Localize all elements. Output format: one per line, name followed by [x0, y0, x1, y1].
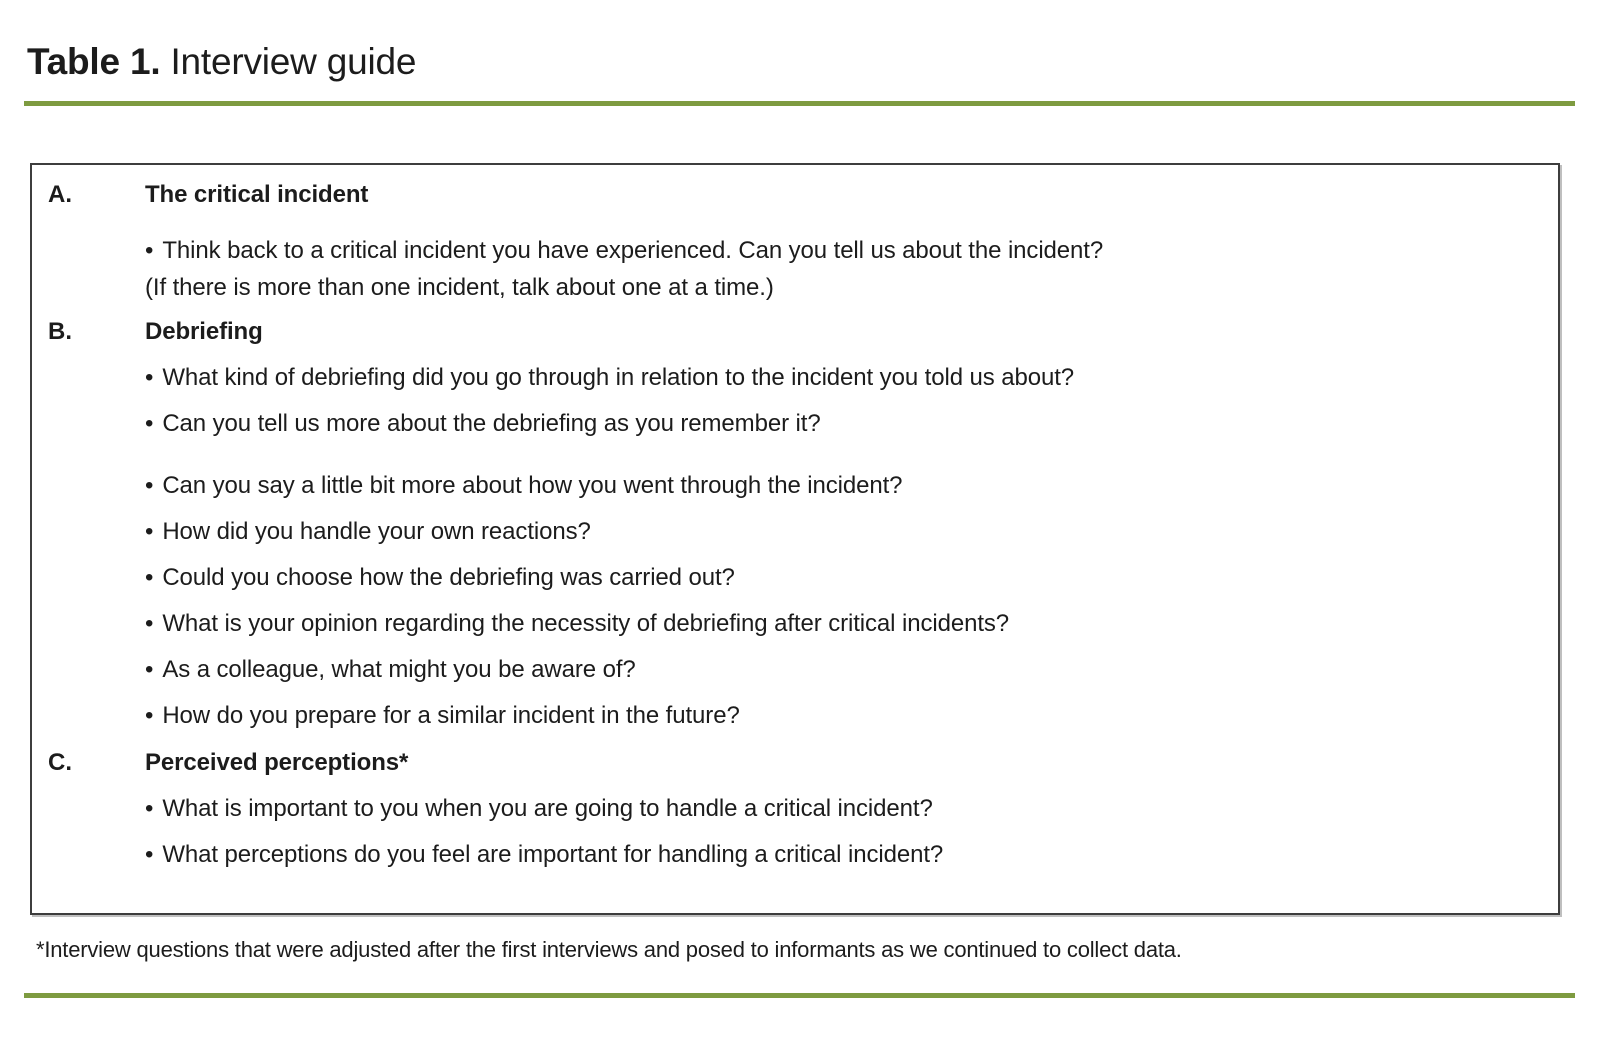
bullet-marker: •: [145, 610, 154, 637]
bullet-marker: •: [145, 518, 154, 545]
question-text: How did you handle your own reactions?: [162, 518, 591, 545]
question-text: Can you say a little bit more about how you went through the incident?: [162, 472, 903, 499]
question-item: [145, 652, 1538, 688]
question-item: [145, 514, 1538, 550]
question-text: Could you choose how the debriefing was carried out?: [162, 564, 735, 591]
section-c-content: [145, 745, 1538, 873]
table-caption-number: Table 1.: [27, 41, 161, 82]
table-caption-title: Interview guide: [170, 41, 417, 82]
section-a: [48, 177, 1538, 306]
bullet-marker: •: [145, 841, 154, 868]
section-b-heading: Debriefing: [145, 318, 263, 345]
section-a-label: A.: [48, 181, 72, 208]
question-item: [145, 468, 1538, 504]
table-caption: [27, 40, 416, 84]
question-note: (If there is more than one incident, talk about one at a time.): [145, 274, 774, 301]
question-text: Think back to a critical incident you have experienced. Can you tell us about the incident?: [162, 237, 1104, 264]
bullet-marker: •: [145, 472, 154, 499]
question-text: What is your opinion regarding the necessity of debriefing after critical incidents?: [162, 610, 1010, 637]
bullet-marker: •: [145, 656, 154, 683]
question-text: What kind of debriefing did you go through in relation to the incident you told us about?: [162, 364, 1075, 391]
section-c: [48, 745, 1538, 873]
bullet-marker: •: [145, 364, 154, 391]
bullet-marker: •: [145, 702, 154, 729]
question-item: [145, 406, 1538, 442]
section-b: [48, 314, 1538, 734]
top-accent-rule: [24, 101, 1575, 106]
question-item: [145, 360, 1538, 396]
section-a-heading: The critical incident: [145, 181, 369, 208]
question-text: How do you prepare for a similar incident in the future?: [162, 702, 740, 729]
section-a-content: [145, 177, 1538, 306]
bullet-marker: •: [145, 795, 154, 822]
section-c-label: C.: [48, 749, 72, 776]
question-item: [145, 791, 1538, 827]
bullet-marker: •: [145, 564, 154, 591]
table-footnote: *Interview questions that were adjusted after the first interviews and posed to informants as we continued to collect data.: [36, 937, 1182, 962]
question-text: What perceptions do you feel are important for handling a critical incident?: [162, 841, 944, 868]
question-item: [145, 837, 1538, 873]
question-item: [145, 560, 1538, 596]
question-item: [145, 606, 1538, 642]
section-c-heading: Perceived perceptions*: [145, 749, 409, 776]
section-b-label: B.: [48, 318, 72, 345]
bullet-marker: •: [145, 237, 154, 264]
question-text: Can you tell us more about the debriefing as you remember it?: [162, 410, 821, 437]
bottom-accent-rule: [24, 993, 1575, 998]
question-text: As a colleague, what might you be aware of?: [162, 656, 636, 683]
question-text: What is important to you when you are going to handle a critical incident?: [162, 795, 933, 822]
interview-guide-table: [30, 163, 1560, 915]
section-b-content: [145, 314, 1538, 734]
question-item: [145, 233, 1538, 269]
bullet-marker: •: [145, 410, 154, 437]
question-item: [145, 698, 1538, 734]
